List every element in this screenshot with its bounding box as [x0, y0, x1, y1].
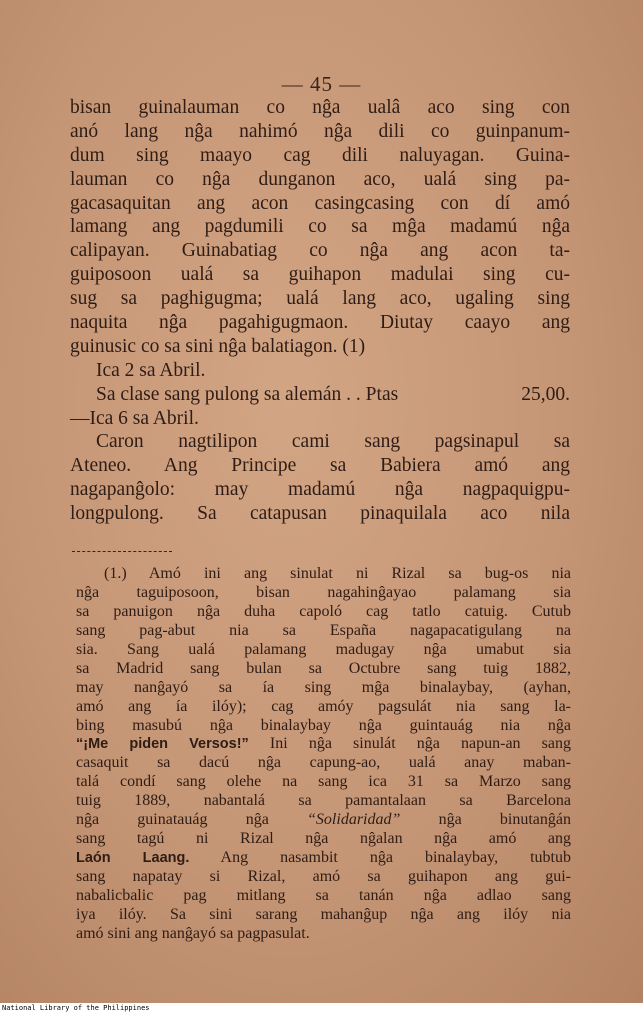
footnote-line-rest: Ini nĝa sinulát nĝa napun-an sang: [248, 735, 571, 753]
date-heading-april-6: —Ica 6 sa Abril.: [70, 407, 199, 429]
footnote-line: sang pag-abut nia sa España nagapacatigulang na: [76, 621, 571, 639]
body-line: sug sa paghigugma; ualá lang aco, ugaling sing: [70, 288, 570, 310]
footnote-line: amó sini ang nanĝayó sa pagpasulat.: [76, 924, 310, 942]
library-credit: National Library of the Philippines: [2, 1004, 150, 1012]
footnote-line-rest: Ang nasambit nĝa binalaybay, tubtub: [189, 849, 571, 867]
footnote-line: sia. Sang ualá palamang madugay nĝa umabut sia: [76, 640, 571, 658]
footnote-line: bing masubú nĝa binalaybay nĝa guintauág nia nĝa: [76, 716, 571, 734]
footnote-line: sang tagú ni Rizal nĝa nĝalan nĝa amó ang: [76, 830, 571, 848]
footnote-line: sang napatay si Rizal, amó sa guihapon ang gui-: [76, 868, 571, 885]
footnote-line: casaquit sa dacú nĝa capung-ao, ualá anay maban-: [76, 754, 571, 772]
page-number: — 45 —: [281, 72, 362, 96]
body-text: [70, 96, 570, 526]
body-line: anó lang nĝa nahimó nĝa dili co guinpanum-: [70, 120, 570, 142]
body-line: Ateneo. Ang Principe sa Babiera amó ang: [70, 455, 570, 477]
footnote-line: nabalicbalic pag mitlang sa tanán nĝa adlao sang: [76, 886, 571, 904]
expense-entry: [70, 383, 570, 407]
body-line: naquita nĝa pagahigugmaon. Diutay caayo ang: [70, 312, 570, 334]
footnote-line: [76, 811, 571, 830]
body-line: guiposoon ualá sa guihapon madulai sing cu-: [70, 264, 570, 286]
body-line: gacasaquitan ang acon casingcasing con dí amó: [70, 192, 570, 214]
footnote-line: sa panuigon nĝa duha capoló cag tatlo catuig. Cutub: [76, 602, 571, 620]
newspaper-title-solidaridad: “Solidaridad”: [307, 811, 401, 829]
date-heading-april-2: Ica 2 sa Abril.: [96, 359, 206, 381]
footnote-divider: [72, 551, 172, 552]
footnote-line: may nanĝayó sa ía sing mĝa binalaybay, (ayhan,: [76, 678, 571, 696]
body-line: dum sing maayo cag dili naluyagan. Guina-: [70, 144, 570, 166]
footnote-line: nĝa taguiposoon, bisan nagahinĝayao palamang sia: [76, 583, 571, 601]
body-line: Caron nagtilipon cami sang pagsinapul sa: [96, 431, 570, 453]
footnote-line: iya ilóy. Sa sini sarang mahanĝup nĝa ang ilóy nia: [76, 905, 571, 923]
footnote-line: talá condí sang olehe na sang ica 31 sa Marzo sang: [76, 773, 571, 791]
footnote-line: amó ang ía ilóy); cag amóy pagsulát nia sang la-: [76, 697, 571, 715]
pen-name-laon-laang: Laón Laang.: [76, 850, 190, 867]
footnote: [76, 565, 571, 944]
expense-description: Sa clase sang pulong sa alemán . . Ptas: [96, 383, 399, 405]
body-line: nagapanĝolo: may madamú nĝa nagpaquigpu-: [70, 479, 570, 501]
body-line: guinusic co sa sini nĝa balatiagon. (1): [70, 335, 366, 357]
footnote-line: (1.) Amó ini ang sinulat ni Rizal sa bug-os nia: [104, 565, 571, 582]
body-line: lauman co nĝa dunganon aco, ualá sing pa-: [70, 168, 570, 190]
body-line: lamang ang pagdumili co sa mĝa madamú nĝa: [70, 216, 570, 238]
footnote-line: [76, 849, 571, 868]
footnote-line: tuig 1889, nabantalá sa pamantalaan sa Barcelona: [76, 792, 571, 810]
poem-title-me-piden-versos: “¡Me piden Versos!”: [76, 736, 249, 753]
body-line: calipayan. Guinabatiag co nĝa ang acon ta-: [70, 240, 570, 262]
footnote-line-post: nĝa binutanĝán: [400, 811, 571, 829]
footnote-line: [76, 735, 571, 754]
body-line: bisan guinalauman co nĝa ualâ aco sing con: [70, 97, 570, 118]
footnote-line-pre: nĝa guinatauág nĝa: [76, 811, 308, 829]
body-line: longpulong. Sa catapusan pinaquilala aco nila: [70, 503, 570, 525]
footnote-line: sa Madrid sang bulan sa Octubre sang tuig 1882,: [76, 659, 571, 677]
expense-amount: 25,00.: [521, 383, 570, 405]
